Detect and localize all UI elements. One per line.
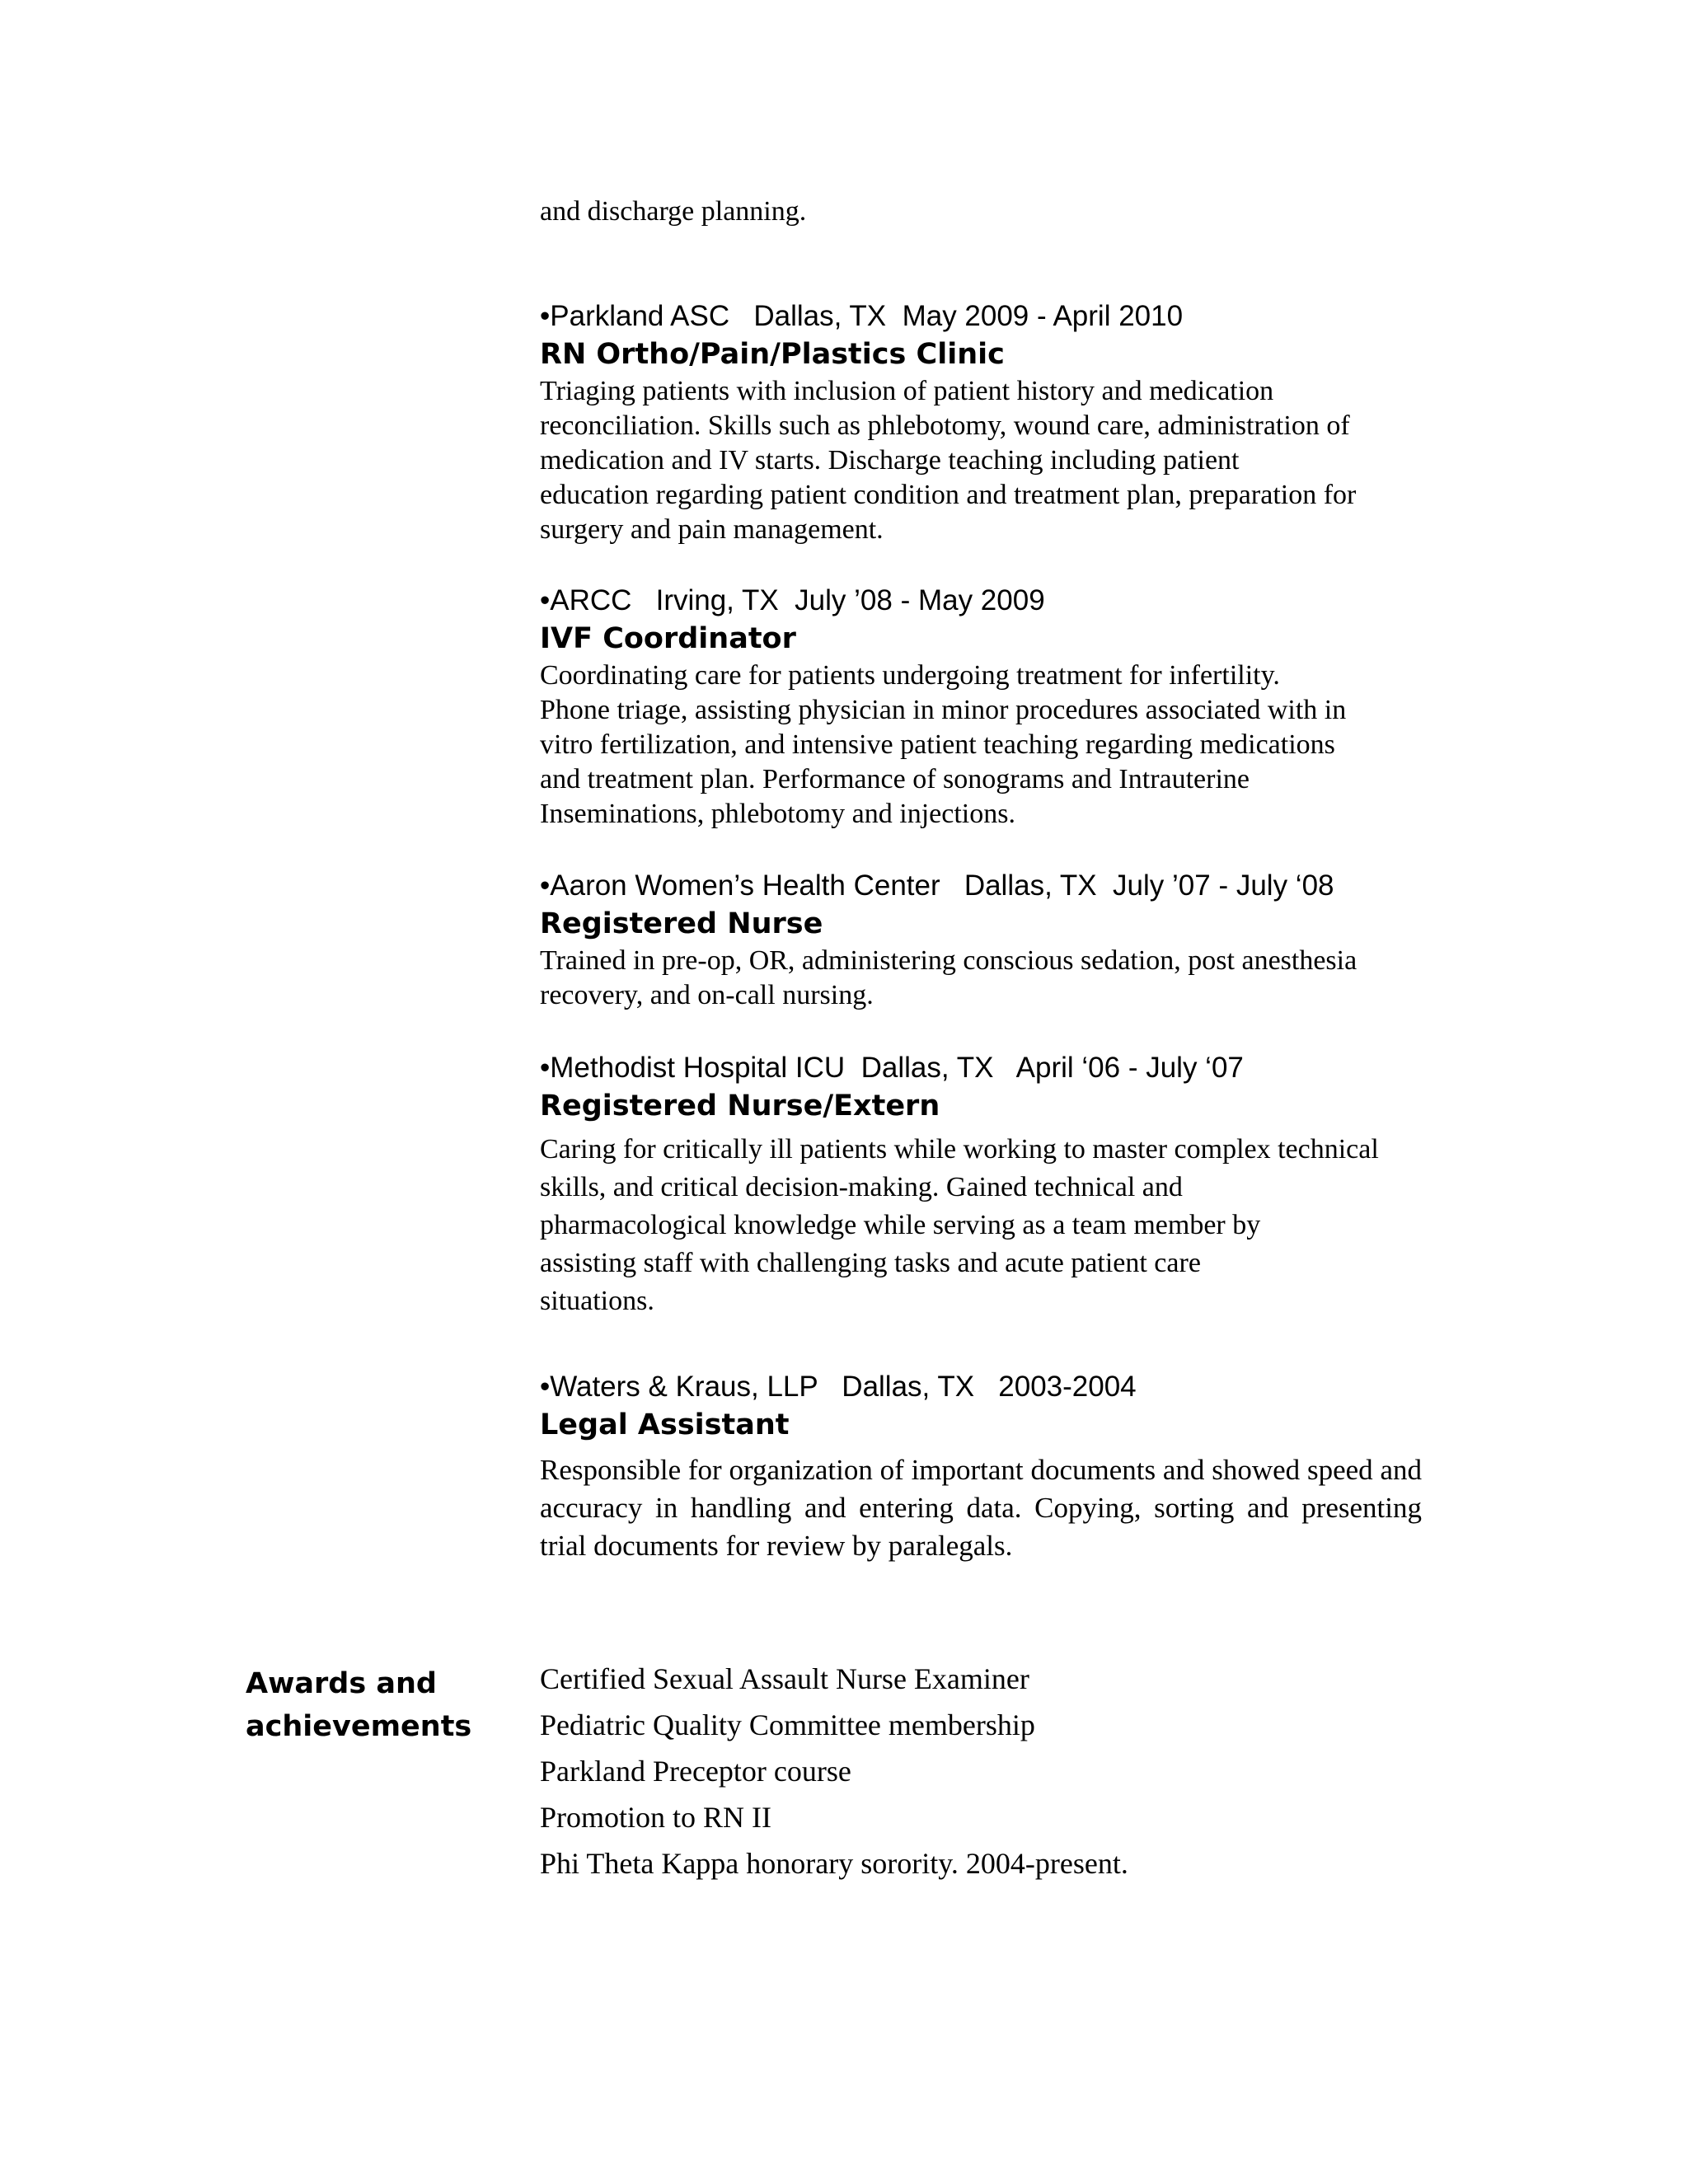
job-org-line: •Waters & Kraus, LLP Dallas, TX 2003-2004 (540, 1371, 1137, 1403)
job-description (540, 944, 1422, 1013)
job-title: IVF Coordinator (540, 622, 796, 655)
award-item: Certified Sexual Assault Nurse Examiner (540, 1662, 1029, 1695)
job-description-line: Trained in pre-op, OR, administering conscious sedation, post anesthesia (540, 945, 1357, 976)
job-description-line: situations. (540, 1286, 654, 1316)
award-item: Promotion to RN II (540, 1801, 772, 1834)
job-entry-aaron (540, 868, 1422, 1013)
job-title: Registered Nurse/Extern (540, 1090, 940, 1122)
award-item: Phi Theta Kappa honorary sorority. 2004-present. (540, 1847, 1128, 1880)
job-title: Registered Nurse (540, 907, 823, 940)
job-description-line: assisting staff with challenging tasks and acute patient care (540, 1248, 1201, 1278)
job-description-line: reconciliation. Skills such as phlebotomy, wound care, administration of (540, 410, 1350, 441)
job-description-line: education regarding patient condition and treatment plan, preparation for (540, 480, 1357, 510)
job-description-line: and treatment plan. Performance of sonograms and Intrauterine (540, 764, 1250, 794)
job-org-line: •Parkland ASC Dallas, TX May 2009 - April 2010 (540, 300, 1184, 332)
job-description-line: skills, and critical decision-making. Gained technical and (540, 1172, 1183, 1202)
job-entry-methodist (540, 1050, 1422, 1320)
awards-heading-line: achievements (246, 1710, 472, 1743)
job-description (540, 1131, 1422, 1320)
job-description (540, 374, 1422, 547)
job-description-line: medication and IV starts. Discharge teaching including patient (540, 445, 1240, 476)
awards-heading (246, 1662, 518, 1748)
award-item: Parkland Preceptor course (540, 1755, 851, 1788)
job-org-line: •Methodist Hospital ICU Dallas, TX April ‘06 - July ‘07 (540, 1052, 1244, 1084)
job-org-line: •ARCC Irving, TX July ’08 - May 2009 (540, 584, 1045, 616)
job-description (540, 658, 1422, 832)
job-description-line: Caring for critically ill patients while working to master complex technical (540, 1134, 1379, 1165)
job-entry-waters-kraus (540, 1369, 1422, 1565)
job-description-line: Phone triage, assisting physician in minor procedures associated with in (540, 695, 1347, 725)
job-description-line: vitro fertilization, and intensive patient teaching regarding medications (540, 729, 1335, 760)
awards-heading-line: Awards and (246, 1667, 437, 1700)
job-description-line: surgery and pain management. (540, 514, 884, 545)
intro-text: and discharge planning. (540, 196, 807, 227)
job-description-line: Inseminations, phlebotomy and injections. (540, 799, 1015, 829)
job-description-line: Coordinating care for patients undergoing treatment for infertility. (540, 660, 1280, 691)
job-entry-arcc (540, 583, 1422, 832)
job-description-line: recovery, and on-call nursing. (540, 980, 874, 1010)
job-description: Responsible for organization of important documents and showed speed and accuracy in handling and entering data. Copying, sorting and presenting trial documents for review by paralegals. (540, 1454, 1422, 1562)
job-description-line: Triaging patients with inclusion of patient history and medication (540, 376, 1274, 406)
job-org-line: •Aaron Women’s Health Center Dallas, TX July ’07 - July ‘08 (540, 869, 1334, 902)
job-entry-parkland (540, 298, 1422, 547)
job-title: Legal Assistant (540, 1408, 790, 1441)
award-item: Pediatric Quality Committee membership (540, 1708, 1035, 1741)
job-title: RN Ortho/Pain/Plastics Clinic (540, 338, 1005, 371)
job-description-line: pharmacological knowledge while serving as a team member by (540, 1210, 1261, 1240)
